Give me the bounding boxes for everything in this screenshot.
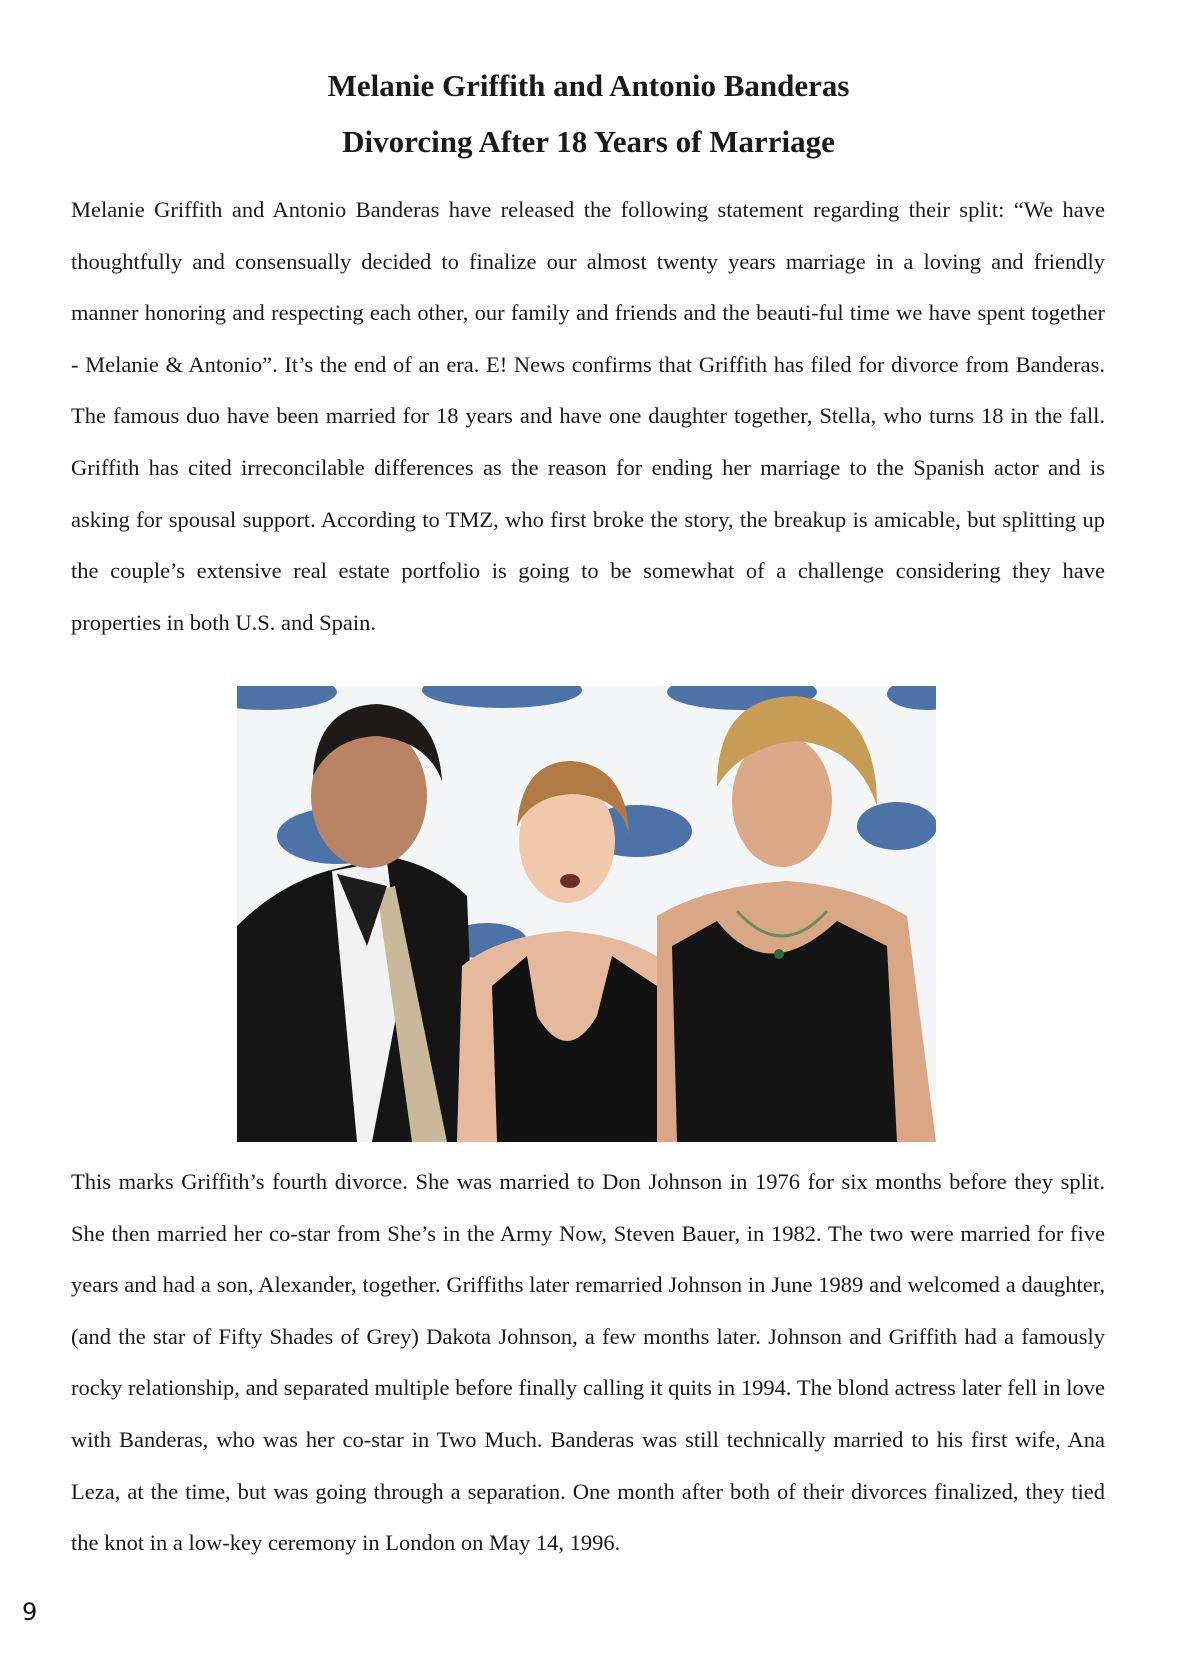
- article-title: [0, 58, 1177, 170]
- article-photo: [237, 686, 936, 1142]
- article-paragraph-1: Melanie Griffith and Antonio Banderas have released the following statement regarding their split: “We have thoughtfully and consensually decided to finalize our almost twenty years marriage in a loving and friendly manner honoring and respecting each other, our family and friends and the beauti-ful time we have spent together - Melanie & Antonio”. It’s the end of an era. E! News confirms that Griffith has filed for divorce from Banderas. The famous duo have been married for 18 years and have one daughter together, Stella, who turns 18 in the fall. Griffith has cited irreconcilable differences as the reason for ending her marriage to the Spanish actor and is asking for spousal support. According to TMZ, who first broke the story, the breakup is amicable, but splitting up the couple’s extensive real estate portfolio is going to be somewhat of a challenge considering they have properties in both U.S. and Spain.: [71, 197, 1105, 635]
- title-line-1: Melanie Griffith and Antonio Banderas: [327, 68, 850, 103]
- article-paragraph-2: This marks Griffith’s fourth divorce. She was married to Don Johnson in 1976 for six months before they split. She then married her co-star from She’s in the Army Now, Steven Bauer, in 1982. The two were married for five years and had a son, Alexander, together. Griffiths later remarried Johnson in June 1989 and welcomed a daughter, (and the star of Fifty Shades of Grey) Dakota Johnson, a few months later. Johnson and Griffith had a famously rocky relationship, and separated multiple before finally calling it quits in 1994. The blond actress later fell in love with Banderas, who was her co-star in Two Much. Banderas was still technically married to his first wife, Ana Leza, at the time, but was going through a separation. One month after both of their divorces finalized, they tied the knot in a low-key ceremony in London on May 14, 1996.: [71, 1169, 1105, 1556]
- title-line-2: Divorcing After 18 Years of Marriage: [342, 124, 835, 159]
- page-number: 9: [22, 1598, 38, 1626]
- family-photo-illustration: [237, 686, 936, 1142]
